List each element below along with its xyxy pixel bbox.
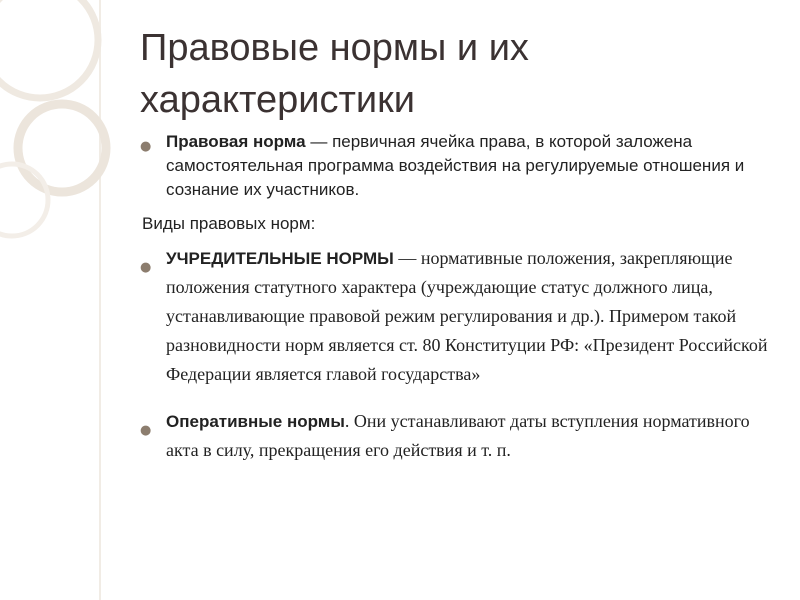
bullet-dot-icon: ● [140, 260, 152, 275]
definition-operative-norms: . Они устанавливают даты вступления нормативного акта в силу, прекращения его действия и т. п. [166, 411, 750, 460]
slide-title: Правовые нормы и их характеристики [140, 27, 529, 121]
definition-legal-norm: — первичная ячейка права, в которой заложена самостоятельная программа воздействия на регулируемые отношения и сознание их участников. [166, 132, 745, 199]
term-legal-norm: Правовая норма [166, 132, 306, 151]
term-constituent-norms: УЧРЕДИТЕЛЬНЫЕ НОРМЫ [166, 249, 394, 268]
definition-constituent-norms: — нормативные положения, закрепляющие положения статутного характера (учреждающие статус должного лица, устанавливающие правовой режим регулирования и др.). Примером такой разновидности норм является ст. 80 Конституции РФ: «Президент Российской Федерации является главой государства» [166, 248, 768, 384]
slide-content [138, 130, 778, 465]
bullet-constituent-norms [138, 244, 778, 389]
bullet-operative-norms [138, 407, 778, 465]
types-heading: Виды правовых норм: [142, 214, 316, 233]
bullet-dot-icon: ● [140, 139, 152, 154]
term-operative-norms: Оперативные нормы [166, 412, 345, 431]
bullet-dot-icon: ● [140, 423, 152, 438]
bullet-legal-norm [138, 130, 778, 202]
